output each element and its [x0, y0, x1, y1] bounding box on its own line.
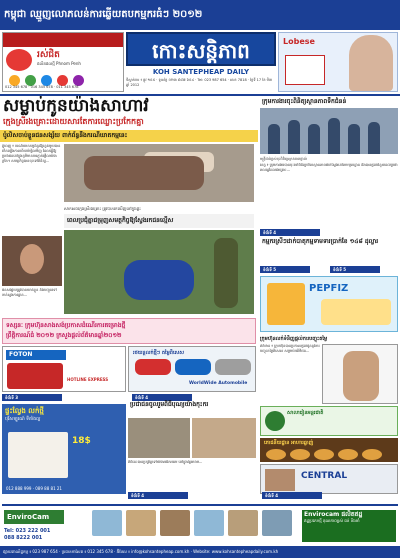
ad-photo — [265, 469, 295, 491]
lead-body-text-2: ជនសង្ស័យត្រូវបានឃាត់ខ្លួន និងបញ្ជូនទៅកាន់ស្នងការដ្ឋាន... — [2, 288, 57, 297]
product-box-icon — [267, 283, 305, 325]
ad-restaurant[interactable] — [260, 438, 398, 462]
model-photo — [343, 351, 379, 401]
drink-glass-icon — [321, 299, 391, 325]
dish-icon — [338, 449, 358, 460]
masthead — [126, 32, 276, 92]
top-banner-headline: កម្ពុជា ឈ្មួញលោភលន់ការឆ្លើយតបកម្មករធំៗ ២០១២ — [0, 0, 400, 30]
ad-fashion[interactable] — [322, 344, 398, 404]
lead-body-text: ភ្នំពេញ ៖ ករណីឃាតកម្មដ៏គួរឱ្យរន្ធត់មួយបានកើតឡើងកាលពីយប់ម្សិលមិញ ដែលធ្វើឱ្យប្រជាជននៅក្នុងភូមិមានការភ្ញាក់ផ្អើលយ៉ាងខ្លាំង។ សមត្ថកិច្ចបានចុះទៅពិនិត្យ... — [2, 144, 61, 163]
dish-icon — [266, 449, 286, 460]
product-photo — [194, 510, 224, 536]
ad-brand: PEPFIZ — [309, 283, 349, 294]
dish-icon — [290, 449, 310, 460]
ad-title: រថយន្តលក់ថ្មីៗ តម្លៃពិសេស — [133, 350, 185, 356]
ad-automobile[interactable] — [128, 346, 256, 392]
lead-mid-headline[interactable]: ពេលប្រជុំគ្នាជម្រុញសមត្ថកិច្ចឱ្យស្វែងរកជនល្មើស — [64, 214, 254, 228]
ad-phones: 012 345 678 · 016 345 678 · 011 345 678 — [5, 85, 79, 89]
ad-phones — [4, 528, 50, 542]
photo-subject — [84, 156, 204, 190]
person-shape — [308, 124, 320, 154]
ad-lobese[interactable] — [278, 32, 398, 92]
ad-subtitle: បុរីសម្បូរណ៍ ទីតាំងល្អ — [5, 417, 41, 422]
person-shape — [348, 124, 360, 154]
newspaper-title-en: KOH SANTEPHEAP DAILY — [152, 68, 250, 76]
page-ref-tag[interactable]: ទំព័រទី 4 — [262, 492, 322, 499]
ad-subtitle: ផលិតផលថ្មី Phnom Penh — [37, 61, 81, 66]
right-story-headline-2[interactable]: កម្មករស្រីៗដាក់បាតុកម្មទាមទារប្រាក់ខែ ១៤៨ ដុល្លារ — [262, 238, 379, 245]
page-ref-tag[interactable]: ទំព័រទី 5 — [260, 266, 310, 273]
car-icon — [135, 359, 171, 375]
ad-central[interactable] — [260, 464, 398, 494]
ad-info-title: Envirocam ផលិតឥដ្ឋ — [304, 511, 363, 518]
product-photo — [262, 510, 292, 536]
lead-headline-block[interactable] — [0, 96, 258, 130]
right-story-photo[interactable] — [260, 108, 398, 154]
ad-title: សាលារៀនអន្តរជាតិ — [287, 410, 324, 416]
school-logo-icon — [265, 411, 285, 431]
car-icon — [215, 359, 251, 375]
ad-pharmacy[interactable] — [2, 32, 124, 92]
ad-title: ភោជនីយដ្ឋាន អាហារឆ្ងាញ់ — [264, 440, 314, 446]
victim-portrait[interactable] — [2, 236, 62, 286]
person-shape — [288, 120, 300, 154]
ad-brand: WorldWide Automobile — [189, 381, 248, 386]
scene-photo[interactable] — [64, 230, 254, 314]
ad-phones: 012 888 999 · 089 88 81 21 — [6, 486, 62, 491]
lead-subheadline: ក្មេងស្រីរងគ្រោះដោយសារតែការឈ្លោះប្រកែកគ្នា — [3, 117, 144, 126]
right-story-caption: មន្ត្រីជាន់ខ្ពស់ចុះពិនិត្យស្ថានភាពផ្ទាល់ — [260, 157, 307, 161]
dish-icon — [314, 449, 334, 460]
newspaper-title: កោះសន្តិភាព — [126, 32, 276, 66]
motorbike-shape — [124, 260, 194, 300]
page-ref-tag[interactable]: ទំព័រទី 4 — [132, 394, 192, 401]
car-icon — [175, 359, 211, 375]
ad-housing[interactable] — [2, 404, 126, 494]
ad-price: 18$ — [72, 436, 91, 446]
ad-brand: Lobese — [283, 37, 315, 46]
footer-contact: ផ្សាយពាណិជ្ជកម្ម ៖ 023 987 654 · ប្រធានកាសែត ៖ 012 345 678 · អ៊ីមែល ៖ info@kohsantepheap.com.kh · Website: www.kohsantepheapdaily.com.kh — [0, 546, 400, 558]
right-story-text: ខេត្ត ៖ ក្រុមការងារបានចុះទៅពិនិត្យមើលស្ថានភាពជាក់ស្តែងនៅតាមមូលដ្ឋាន និងបានផ្តល់ជំនួយដល់ប្រជាពលរដ្ឋដែលរងគ្រោះ... — [260, 163, 398, 172]
masthead-info: ទីស្នាក់ការ ៖ ផ្លូវ ១៥៥ · ទូរស័ព្ទ ០២៣ ៩៨៧ ៦៥៤ · Tel: 023 987 654 · លេខ 7818 · ថ្ងៃទី 17 ខែ មីនា ឆ្នាំ 2012 — [126, 78, 273, 87]
product-photo — [160, 510, 190, 536]
ad-title: រស់ជិត — [37, 50, 60, 60]
officer-shape — [214, 238, 238, 308]
ad-pepfiz[interactable] — [260, 276, 398, 332]
highlight-line-2: ព្រឹត្តិការណ៍ធំ ២០១២ ក្រសួងផ្តល់ព័ត៌មានឆ្នាំ២០១២ — [6, 332, 122, 339]
dish-icon — [362, 449, 382, 460]
house-photo — [8, 432, 68, 478]
envirocam-logo: EnviroCam — [4, 510, 64, 524]
ad-hotline: HOTLINE EXPRESS — [67, 377, 109, 382]
ad-info-text: ឥដ្ឋប្រភេទថ្មី គុណភាពខ្ពស់ ធន់ និងមាំ — [304, 518, 360, 523]
right-story-headline[interactable]: ក្រុមការងារចុះពិនិត្យស្ថានភាពទឹកជំនន់ — [260, 96, 398, 108]
ad-foton[interactable] — [2, 346, 126, 392]
truck-icon — [7, 363, 63, 389]
lead-photo-caption: សាកសពក្មេងស្រីរងគ្រោះ ត្រូវបានរកឃើញនៅក្នុងផ្ទះ — [64, 206, 141, 211]
ad-info-panel — [302, 510, 396, 542]
foton-logo: FOTON — [6, 350, 66, 360]
sub-story-headline[interactable]: ប្រជាជនចូលរួមពិធីបុណ្យយ៉ាងកុះករ — [130, 401, 209, 408]
page-ref-tag[interactable]: ទំព័រទី 3 — [2, 394, 62, 401]
lead-photo[interactable] — [64, 144, 254, 202]
product-box-icon — [285, 55, 325, 85]
sub-story-text: ពិធីនេះបានប្រព្រឹត្តទៅយ៉ាងអធិកអធម នៅក្នុងវត្តអារាម... — [128, 460, 203, 464]
page-ref-tag[interactable]: ទំព័រទី 4 — [128, 492, 188, 499]
person-shape — [268, 124, 280, 154]
highlight-line-1: ទស្សនៈ ក្រុមហ៊ុនសាងសង់ប្រកាសដំណើរការគម្រោងថ្មី — [6, 322, 126, 329]
mid-story-text: ព័ត៌មាន ៖ ក្រុមហ៊ុនបានប្រកាសផ្តល់ជូននូវការបញ្ចុះតម្លៃពិសេស សម្រាប់អតិថិជន... — [260, 344, 320, 353]
ad-header-bar — [3, 33, 123, 47]
ad-phone-2: 088 8222 001 — [4, 535, 43, 541]
lead-strap: ប៉ូលិសចាប់ខ្លួនជនសង្ស័យ ពាក់ព័ន្ធនឹងករណីឃាតកម្មនេះ — [0, 130, 258, 142]
sub-story-photo[interactable] — [128, 418, 190, 458]
page-ref-tag[interactable]: ទំព័រទី 4 — [260, 229, 320, 236]
pharmacy-logo-icon — [6, 49, 32, 71]
ad-school[interactable] — [260, 406, 398, 436]
ad-envirocam[interactable] — [2, 504, 398, 544]
person-shape — [368, 122, 380, 154]
sub-story-photo-2[interactable] — [192, 418, 256, 458]
portrait-face — [20, 244, 44, 274]
lead-headline: សម្លាប់កូនយ៉ាងសាហាវ — [3, 96, 149, 116]
page-ref-tag[interactable]: ទំព័រទី 5 — [330, 266, 380, 273]
mid-story-headline[interactable]: ក្រុមហ៊ុនលក់ទំនិញផ្តល់ការបញ្ចុះតម្លៃ — [260, 336, 328, 342]
ad-title: ផ្ទះល្វែង លក់ថ្មី — [5, 407, 44, 415]
highlight-box[interactable] — [2, 318, 256, 344]
product-photo — [92, 510, 122, 536]
product-photo — [126, 510, 156, 536]
ad-phone-1: Tel: 023 222 001 — [4, 528, 51, 534]
model-photo — [349, 35, 393, 91]
product-photo — [228, 510, 258, 536]
ad-brand: CENTRAL — [301, 471, 348, 481]
person-shape — [328, 118, 340, 154]
